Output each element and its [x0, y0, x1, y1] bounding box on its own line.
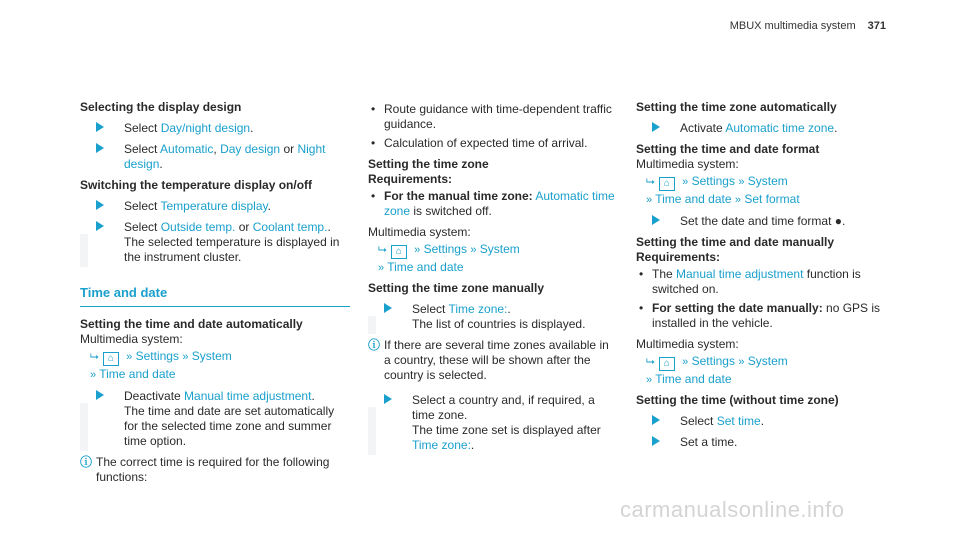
step	[368, 393, 618, 453]
text: no GPS is installed in the vehicle.	[652, 301, 881, 330]
return-arrow-icon: ⮡	[90, 351, 99, 363]
double-chevron-icon: »	[734, 194, 741, 206]
requirements-label: Requirements:	[636, 250, 721, 264]
double-chevron-icon: »	[682, 356, 689, 368]
heading-time-zone-manual: Setting the time zone manually	[368, 281, 545, 295]
header-section: MBUX multimedia system	[729, 20, 856, 32]
path-system[interactable]: System	[747, 174, 788, 188]
link-automatic-time-zone[interactable]: Automatic time zone	[725, 121, 835, 135]
path-system[interactable]: System	[479, 242, 520, 256]
text: .	[760, 414, 765, 428]
note-text: If there are several time zones available in a country, these will be shown after the country is selected.	[384, 338, 609, 382]
text: function is switched on.	[652, 267, 861, 296]
text: .	[327, 220, 331, 234]
list-item	[368, 189, 618, 219]
step-arrow-icon	[96, 390, 104, 400]
section-divider	[80, 306, 350, 307]
note	[80, 455, 350, 485]
text: The time zone set is displayed after	[412, 423, 601, 437]
menu-label: Multimedia system:	[368, 225, 471, 239]
path-time-date[interactable]: Time and date	[99, 367, 176, 381]
heading-manual-time: Setting the time and date manually	[636, 235, 835, 249]
watermark: carmanualsonline.info	[620, 497, 845, 522]
text: Activate	[680, 121, 726, 135]
text: For setting the date manually:	[652, 301, 823, 315]
double-chevron-icon: »	[646, 194, 653, 206]
text: Set the date and time format ●.	[680, 214, 846, 228]
heading-format: Setting the time and date format	[636, 142, 820, 156]
step-arrow-icon	[96, 143, 104, 153]
double-chevron-icon: »	[738, 356, 745, 368]
step	[80, 220, 350, 265]
text: .	[311, 389, 315, 403]
step	[80, 121, 350, 136]
link-manual-time-adjustment[interactable]: Manual time adjustment	[676, 267, 804, 281]
heading-display-design: Selecting the display design	[80, 100, 242, 114]
text: .	[470, 438, 475, 452]
double-chevron-icon: »	[470, 244, 477, 256]
menu-label: Multimedia system:	[80, 332, 183, 346]
step-bar	[368, 316, 376, 334]
step-arrow-icon	[96, 221, 104, 231]
double-chevron-icon: »	[738, 176, 745, 188]
text: or	[280, 142, 298, 156]
text: Select	[412, 302, 449, 316]
return-arrow-icon: ⮡	[646, 356, 655, 368]
link-set-time[interactable]: Set time	[716, 414, 761, 428]
step-description: The time and date are set automatically for the selected time zone and summer time option.	[124, 404, 335, 448]
step-bar	[368, 407, 376, 455]
requirements-label: Requirements:	[368, 172, 453, 186]
menu-path	[636, 353, 886, 389]
step-arrow-icon	[384, 394, 392, 404]
list-item	[636, 267, 886, 297]
text: Select	[124, 220, 161, 234]
path-time-date[interactable]: Time and date	[655, 192, 732, 206]
menu-label: Multimedia system:	[636, 157, 739, 171]
double-chevron-icon: »	[682, 176, 689, 188]
text: For the manual time zone:	[384, 189, 533, 203]
step-arrow-icon	[652, 415, 660, 425]
text: Select a country and, if required, a time zone.	[412, 393, 595, 422]
info-icon: ⓘ	[80, 455, 93, 469]
text: .	[507, 302, 511, 316]
menu-label: Multimedia system:	[636, 337, 739, 351]
double-chevron-icon: »	[126, 351, 133, 363]
page-number: 371	[867, 20, 886, 32]
step	[636, 414, 886, 429]
double-chevron-icon: »	[414, 244, 421, 256]
link-day-night-design[interactable]: Day/night design	[160, 121, 251, 135]
link-night-design[interactable]: Night design	[124, 142, 326, 171]
double-chevron-icon: »	[182, 351, 189, 363]
link-automatic[interactable]: Automatic	[160, 142, 214, 156]
text: or	[235, 220, 253, 234]
step	[636, 121, 886, 136]
column-3	[636, 100, 886, 456]
double-chevron-icon: »	[646, 374, 653, 386]
column-2	[368, 100, 618, 459]
note	[368, 338, 618, 383]
double-chevron-icon: »	[90, 369, 97, 381]
column-1	[80, 100, 350, 489]
home-icon: ⌂	[659, 357, 675, 371]
text: Select	[124, 199, 161, 213]
link-day-design[interactable]: Day design	[220, 142, 281, 156]
path-settings[interactable]: Settings	[691, 174, 735, 188]
section-title: Time and date	[80, 285, 168, 300]
text: .	[159, 157, 163, 171]
return-arrow-icon: ⮡	[646, 176, 655, 188]
home-icon: ⌂	[659, 177, 675, 191]
step	[368, 302, 618, 332]
list-item: • Calculation of expected time of arrival.	[368, 136, 618, 151]
step	[80, 142, 350, 172]
text: Set a time.	[680, 435, 738, 449]
path-set-format[interactable]: Set format	[744, 192, 800, 206]
list-item	[636, 301, 886, 331]
text: ,	[213, 142, 221, 156]
step-arrow-icon	[96, 200, 104, 210]
text: Select	[124, 121, 161, 135]
path-system[interactable]: System	[191, 349, 232, 363]
step	[80, 389, 350, 449]
text: Deactivate	[124, 389, 185, 403]
step-description: The list of countries is displayed.	[412, 317, 586, 331]
running-header	[730, 20, 886, 32]
heading-set-time: Setting the time (without time zone)	[636, 393, 839, 407]
home-icon: ⌂	[103, 352, 119, 366]
text: .	[267, 199, 271, 213]
text: is switched off.	[410, 204, 492, 218]
link-manual-time-adjustment[interactable]: Manual time adjustment	[184, 389, 312, 403]
link-time-zone[interactable]: Time zone:	[448, 302, 508, 316]
link-outside-temp[interactable]: Outside temp.	[160, 220, 236, 234]
home-icon: ⌂	[391, 245, 407, 259]
double-chevron-icon: »	[378, 262, 385, 274]
heading-time-zone: Setting the time zone	[368, 157, 489, 171]
link-temperature-display[interactable]: Temperature display	[160, 199, 268, 213]
text: Select	[680, 414, 717, 428]
link-automatic-time-zone[interactable]: Automatic time zone	[384, 189, 615, 218]
path-time-date[interactable]: Time and date	[387, 260, 464, 274]
link-time-zone-2[interactable]: Time zone:	[412, 438, 471, 452]
heading-auto-time: Setting the time and date automatically	[80, 317, 303, 331]
step-arrow-icon	[652, 436, 660, 446]
step-arrow-icon	[96, 122, 104, 132]
step	[636, 214, 886, 229]
list-item: • Route guidance with time-dependent traffic guidance.	[368, 102, 618, 132]
step-arrow-icon	[384, 303, 392, 313]
return-arrow-icon: ⮡	[378, 244, 387, 256]
step	[80, 199, 350, 214]
step-bar	[80, 403, 88, 451]
heading-temperature: Switching the temperature display on/off	[80, 178, 313, 192]
step-bar	[80, 234, 88, 267]
info-icon: ⓘ	[368, 338, 381, 352]
text: .	[250, 121, 254, 135]
text: .	[834, 121, 838, 135]
step-description: The selected temperature is displayed in the instrument cluster.	[124, 235, 340, 264]
text: Select	[124, 142, 161, 156]
menu-path	[636, 173, 886, 209]
text: The	[652, 267, 677, 281]
path-system[interactable]: System	[747, 354, 788, 368]
step-arrow-icon	[652, 122, 660, 132]
menu-path	[368, 241, 618, 277]
path-time-date[interactable]: Time and date	[655, 372, 732, 386]
path-settings[interactable]: Settings	[135, 349, 179, 363]
path-settings[interactable]: Settings	[423, 242, 467, 256]
note-text: The correct time is required for the following functions:	[96, 455, 330, 484]
step	[636, 435, 886, 450]
heading-time-zone-auto: Setting the time zone automatically	[636, 100, 837, 114]
menu-path	[80, 348, 350, 384]
link-coolant-temp[interactable]: Coolant temp.	[252, 220, 328, 234]
path-settings[interactable]: Settings	[691, 354, 735, 368]
step-arrow-icon	[652, 215, 660, 225]
